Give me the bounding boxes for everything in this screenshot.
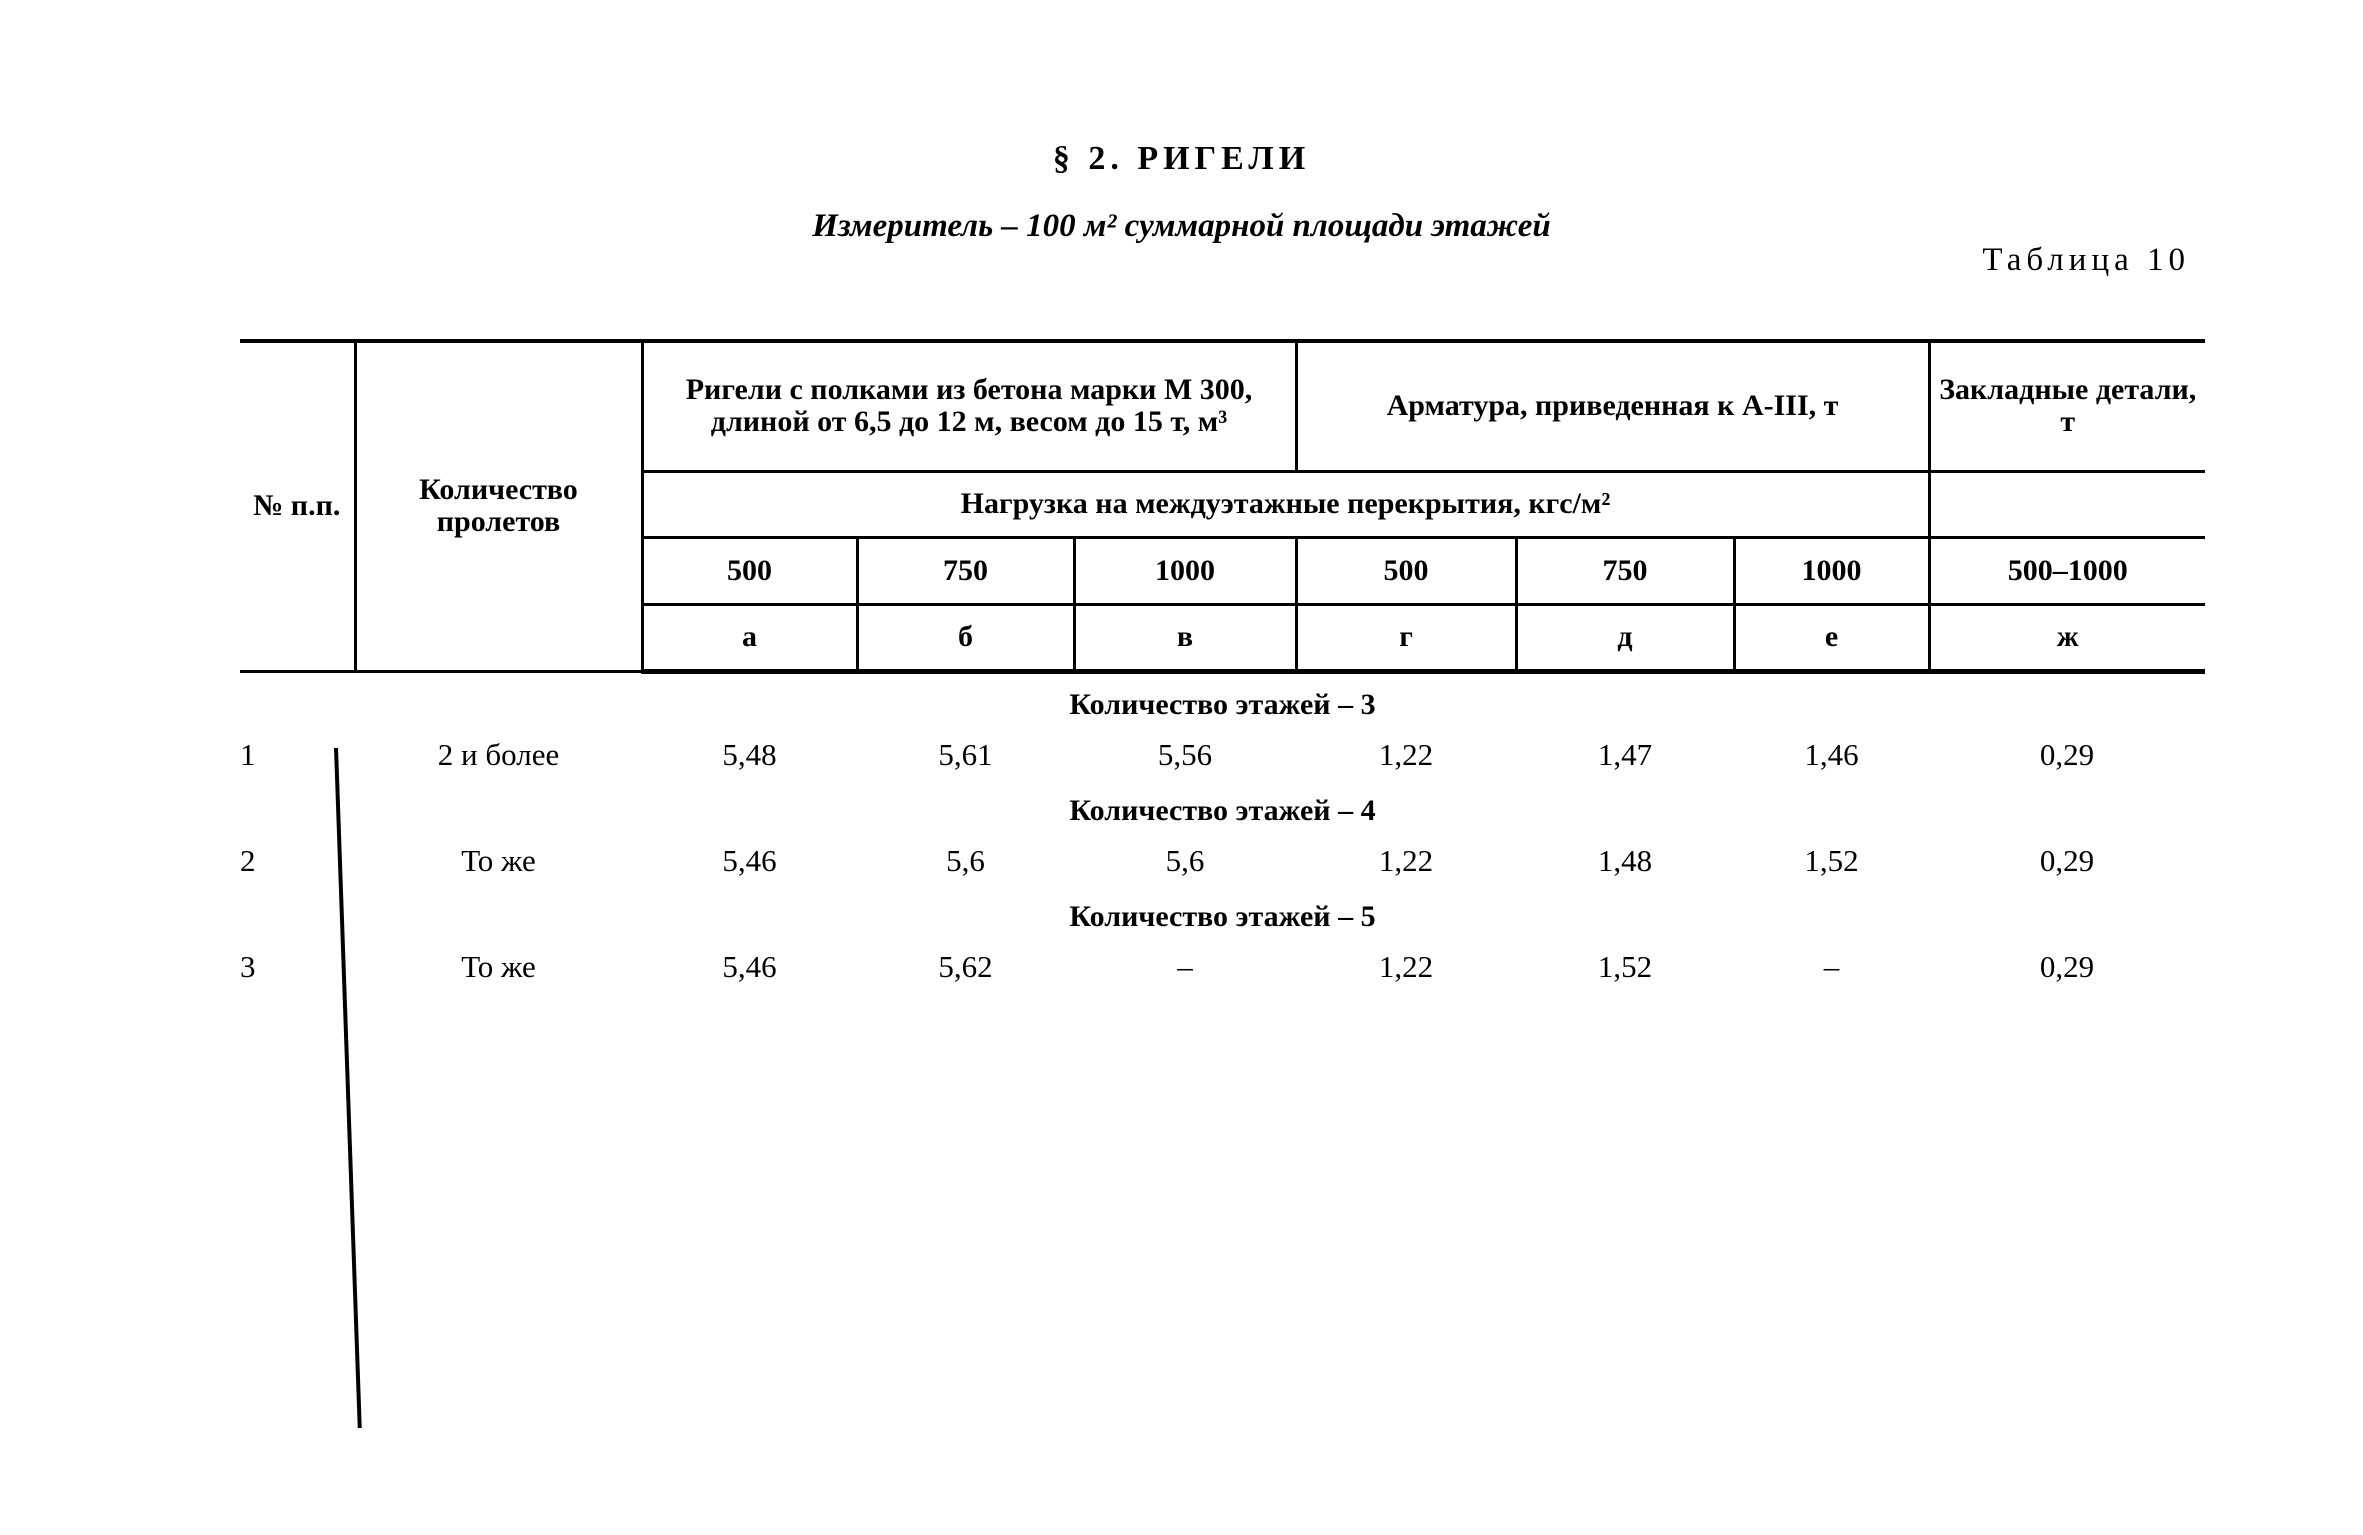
- header-load: Нагрузка на междуэтажные перекрытия, кгс/м²: [642, 471, 1929, 537]
- row-value: 1,52: [1804, 842, 1859, 878]
- table-row: [240, 730, 2205, 780]
- row-value: 5,61: [938, 736, 993, 772]
- row-value: 1,52: [1597, 948, 1653, 984]
- row-spans: То же: [461, 842, 536, 878]
- header-letter: а: [642, 604, 857, 671]
- header-load-empty: [1929, 471, 2205, 537]
- header-load-value: 500: [642, 537, 857, 604]
- header-letter: е: [1734, 604, 1929, 671]
- header-letter: в: [1074, 604, 1296, 671]
- header-num: № п.п.: [240, 341, 355, 671]
- header-load-value: 750: [1516, 537, 1734, 604]
- table-row: [240, 942, 2205, 992]
- row-value: 1,46: [1804, 736, 1859, 772]
- row-value: 1,47: [1597, 736, 1653, 772]
- table-subtitle: Измеритель – 100 м² суммарной площади этажей: [812, 208, 1551, 244]
- header-group-concrete: Ригели с полками из бетона марки М 300, длиной от 6,5 до 12 м, весом до 15 т, м³: [642, 341, 1296, 471]
- norms-table: [240, 339, 2205, 992]
- header-load-value: 500–1000: [1929, 537, 2205, 604]
- header-letter: ж: [1929, 604, 2205, 671]
- header-letter: д: [1516, 604, 1734, 671]
- row-spans: То же: [461, 948, 536, 984]
- row-value: 5,62: [938, 948, 993, 984]
- header-load-value: 750: [857, 537, 1074, 604]
- table-row: [240, 836, 2205, 886]
- header-load-value: 500: [1296, 537, 1516, 604]
- row-value: 5,6: [946, 842, 985, 878]
- row-value: –: [1177, 948, 1193, 984]
- row-value: 1,22: [1378, 948, 1434, 984]
- row-value: 5,46: [722, 948, 777, 984]
- row-value: 5,46: [722, 842, 777, 878]
- row-value: 1,22: [1378, 842, 1434, 878]
- row-num: 2: [240, 842, 256, 878]
- row-value: 1,48: [1597, 842, 1653, 878]
- header-group-embedded: Закладные детали, т: [1929, 341, 2205, 471]
- row-spans: 2 и более: [437, 736, 560, 772]
- row-value: –: [1823, 948, 1840, 984]
- table-label: Таблица 10: [1982, 242, 2190, 278]
- header-load-value: 1000: [1734, 537, 1929, 604]
- group-label: Количество этажей – 4: [1069, 793, 1376, 827]
- header-load-value: 1000: [1074, 537, 1296, 604]
- row-value: 1,22: [1378, 736, 1434, 772]
- row-num: 3: [240, 948, 256, 984]
- group-label: Количество этажей – 5: [1069, 899, 1376, 933]
- section-title: § 2. РИГЕЛИ: [1052, 140, 1311, 177]
- header-letter: г: [1296, 604, 1516, 671]
- header-spans: Количество пролетов: [355, 341, 642, 671]
- row-value: 0,29: [2039, 842, 2095, 878]
- row-num: 1: [240, 736, 256, 772]
- row-value: 5,48: [722, 736, 777, 772]
- row-value: 5,6: [1165, 842, 1205, 878]
- row-value: 0,29: [2039, 948, 2095, 984]
- group-label: Количество этажей – 3: [1069, 687, 1376, 721]
- header-group-rebar: Арматура, приведенная к А-III, т: [1296, 341, 1929, 471]
- row-value: 5,56: [1157, 736, 1213, 772]
- header-letter: б: [857, 604, 1074, 671]
- row-value: 0,29: [2039, 736, 2095, 772]
